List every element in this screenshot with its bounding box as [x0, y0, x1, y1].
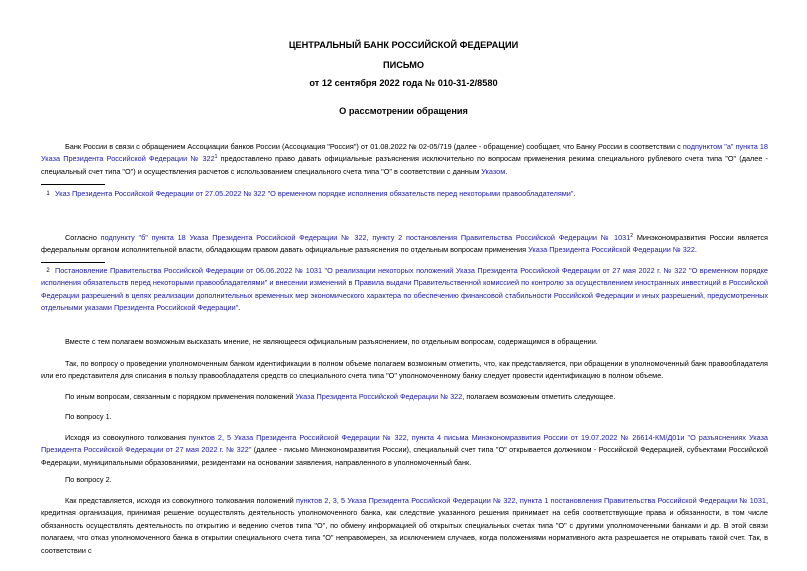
paragraph-2 [41, 232, 768, 257]
paragraph-7-text-a: Как представляется, исходя из совокупного толкования положений [65, 496, 296, 505]
footnote-divider-1 [41, 184, 105, 185]
paragraph-2-text-c: . [694, 245, 697, 255]
paragraph-6-text-a: Исходя из совокупного толкования [65, 433, 189, 442]
document-type: ПИСЬМО [382, 60, 425, 70]
paragraph-2-text-a: Согласно [65, 233, 101, 242]
link-points-2-3-5-decree-and-resolution[interactable]: пунктов 2, 3, 5 Указа Президента Российской Федерации № 322, пункта 1 постановления Правительства Российской Федерации № 1031 [296, 496, 766, 505]
link-footnote-1-decree-322[interactable]: Указ Президента Российской Федерации от 27.05.2022 № 322 "О временном порядке исполнения обязательств перед некоторыми правообладателями" [55, 189, 574, 198]
paragraph-1-text-c: . [505, 166, 508, 176]
footnote-ref-2[interactable]: 2 [630, 233, 634, 239]
paragraph-1-text-a: Банк России в связи с обращением Ассоциации банков России (Ассоциация "Россия") от 01.08.2022 № 02-05/719 (далее - обращение) сообщает, что Банку России в соответствии с [65, 142, 683, 151]
footnote-2-tail: . [238, 302, 241, 312]
paragraph-7-text-b: , кредитная организация, принимая решение осуществлять деятельность уполномоченного банка, как следствие указанного решения принимает на себя соответствующие права и обязанности, в том числе обязанность осуществлять деятельность по открытию и ведению счетов типа "О", по обмену информацией об открытых специальных счетах типа "О" с другими уполномоченными банками и др. В этой связи полагаем, что отказ уполномоченного банка в открытии специального счета типа "О" неправомерен, за исключением случаев, когда положениями нормативного акта разрешается не открывать такой счет. Так, в соответствии с [41, 496, 768, 555]
paragraph-6-text-b: (далее - письмо Минэкономразвития России), специальный счет типа "О" открывается должником - Российской Федерацией, субъектами Российской Федерации, муниципальными образованиями, резидентами на основании заявления, направленного в уполномоченный банк. [41, 445, 768, 467]
link-decree-322-provisions[interactable]: Указа Президента Российской Федерации № 322 [295, 392, 463, 401]
link-points-2-5-decree-and-letter[interactable]: пунктов 2, 5 Указа Президента Российской Федерации № 322, пункта 4 письма Минэкономразвития России от 19.07.2022 № 26614-КМ/Д01и "О разъяснениях Указа Президента Российской Федерации от 27 мая 2022 г. № 322" [41, 433, 768, 455]
paragraph-2-text-b: Минэкономразвития России является федеральным органом исполнительной власти, обладающим правом давать официальные разъяснения по отдельным вопросам применения [41, 233, 768, 255]
footnote-2-mark: 2 [46, 268, 50, 274]
footnote-ref-1[interactable]: 1 [214, 154, 218, 161]
document-date-number: от 12 сентября 2022 года № 010-31-2/8580 [309, 78, 498, 88]
document-subject: О рассмотрении обращения [339, 106, 468, 116]
paragraph-5-text-b: , полагаем возможным отметить следующее. [462, 392, 616, 401]
paragraph-5 [41, 391, 768, 403]
question-2-heading: По вопросу 2. [65, 475, 112, 484]
footnote-2 [41, 265, 768, 314]
question-1-heading: По вопросу 1. [65, 412, 112, 421]
issuer-title: ЦЕНТРАЛЬНЫЙ БАНК РОССИЙСКОЙ ФЕДЕРАЦИИ [288, 40, 519, 50]
link-decree[interactable]: Указом [481, 166, 506, 176]
paragraph-3: Вместе с тем полагаем возможным высказать мнение, не являющееся официальным разъяснением, по отдельным вопросам, содержащимся в обращении. [65, 337, 598, 346]
footnote-divider-2 [41, 262, 105, 263]
footnote-1-mark: 1 [46, 191, 50, 197]
link-subclause-a-decree-322[interactable]: подпунктом "а" пункта 18 Указа Президента Российской Федерации № 322 [41, 142, 768, 164]
footnote-1 [41, 188, 768, 200]
paragraph-5-text-a: По иным вопросам, связанным с порядком применения положений [65, 392, 296, 401]
paragraph-1 [41, 141, 768, 178]
footnote-1-tail: . [573, 189, 576, 198]
link-subclause-b-and-resolution-1031[interactable]: подпункту "б" пункта 18 Указа Президента Российской Федерации № 322, пункту 2 постановления Правительства Российской Федерации № 1031 [100, 233, 631, 242]
paragraph-7 [41, 495, 768, 557]
paragraph-6 [41, 432, 768, 469]
link-decree-322[interactable]: Указа Президента Российской Федерации № 322 [528, 245, 695, 255]
link-footnote-2-resolution-1031[interactable]: Постановление Правительства Российской Федерации от 06.06.2022 № 1031 "О реализации некоторых положений Указа Президента Российской Федерации от 27 мая 2022 г. № 322 "О временном порядке исполнения обязательств перед некоторыми правообладателями" и внесении изменений в Правила выдачи Правительственной комиссией по контролю за осуществлением иностранных инвестиций в Российской Федерации разрешений в целях реализации дополнительных временных мер экономического характера по обеспечению финансовой стабильности Российской Федерации и иных разрешений, предусмотренных отдельными указами Президента Российской Федерации" [41, 266, 768, 312]
paragraph-4: Так, по вопросу о проведении уполномоченным банком идентификации в полном объеме полагаем возможным отметить, что, как представляется, при обращении в уполномоченный банк правообладателя или его представителя для списания в пользу правообладателя средств со специального счета типа "О" уполномоченному банку следует провести идентификацию в полном объеме. [41, 359, 768, 381]
paragraph-1-text-b: предоставлено право давать официальные разъяснения исключительно по вопросам применения режима специального рублевого счета типа "О" (далее - специальный счет типа "О") и осуществления расчетов с использованием специального счета типа "О" в соответствии с данным [41, 154, 768, 176]
